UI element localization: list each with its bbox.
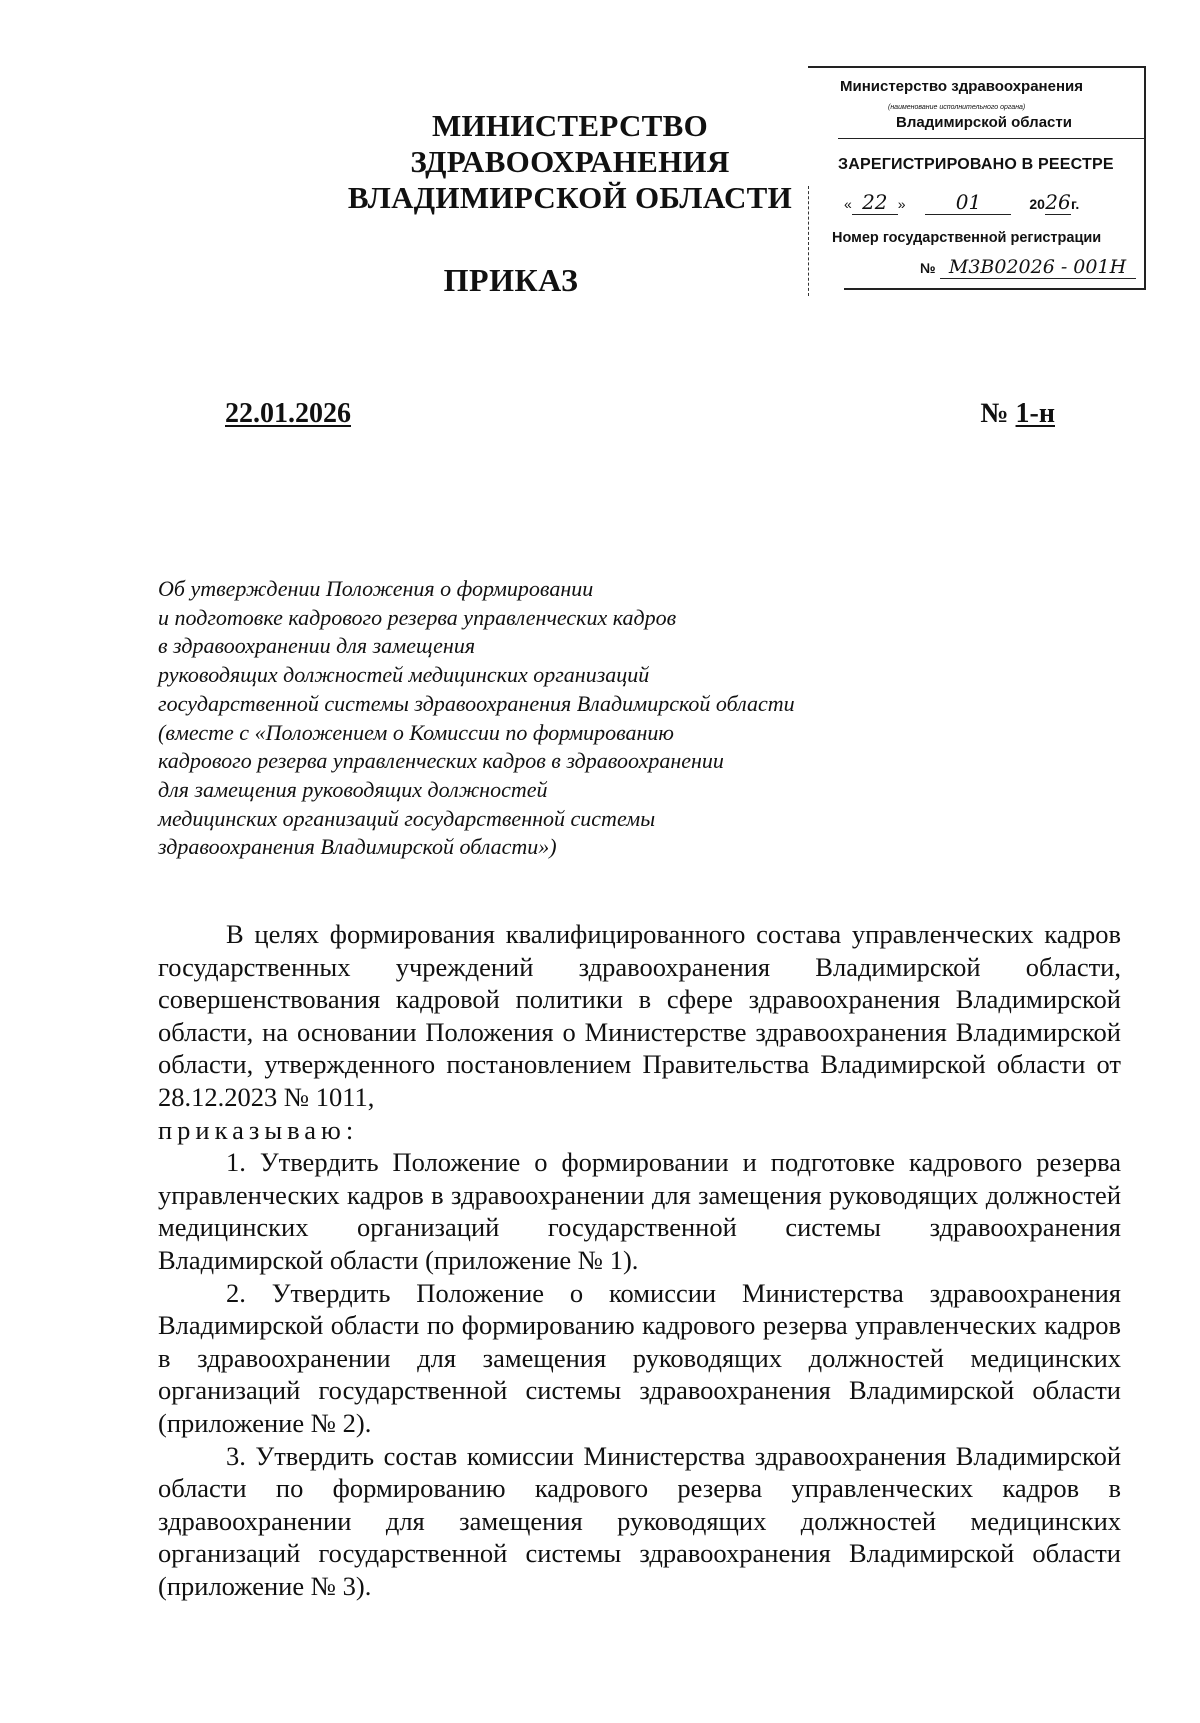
subject-line: (вместе с «Положением о Комиссии по формированию	[158, 719, 674, 745]
subject-line: в здравоохранении для замещения	[158, 633, 476, 659]
stamp-date-year-prefix: 20	[1029, 196, 1045, 212]
document-subject	[158, 575, 918, 862]
subject-line: руководящих должностей медицинских организаций	[158, 662, 650, 688]
order-item-2: 2. Утвердить Положение о комиссии Министерства здравоохранения Владимирской области по формированию кадрового резерва управленческих кадров в здравоохранении для замещения руководящих должностей медицинских организаций государственной системы здравоохранения Владимирской области (приложение № 2).	[158, 1277, 1121, 1438]
document-kind: ПРИКАЗ	[443, 262, 579, 298]
document-body	[158, 918, 1121, 1602]
subject-line: кадрового резерва управленческих кадров в здравоохранении	[158, 748, 724, 774]
document-header	[290, 108, 850, 299]
stamp-org-line1: Министерство здравоохранения	[840, 78, 1083, 95]
subject-line: Об утверждении Положения о формировании	[158, 576, 594, 601]
subject-line: медицинских организаций государственной системы	[158, 805, 656, 831]
stamp-date: « 22 » 01 2026г.	[844, 190, 1080, 214]
document-meta	[225, 398, 1055, 434]
subject-line: для замещения руководящих должностей	[158, 776, 548, 802]
subject-line: государственной системы здравоохранения Владимирской области	[158, 690, 795, 716]
stamp-border-bottom	[844, 288, 1146, 290]
stamp-date-month: 01	[925, 190, 1011, 215]
subject-line: и подготовке кадрового резерва управленческих кадров	[158, 604, 677, 630]
stamp-date-year-unit: г.	[1070, 196, 1080, 212]
stamp-date-year-suffix: 26	[1045, 190, 1071, 214]
order-item-3: 3. Утвердить состав комиссии Министерства здравоохранения Владимирской области по формированию кадрового резерва управленческих кадров в здравоохранении для замещения руководящих должностей медицинских организаций государственной системы здравоохранения Владимирской области (приложение № 3).	[158, 1440, 1121, 1601]
document-date: 22.01.2026	[225, 398, 351, 429]
ministry-title	[290, 108, 850, 216]
stamp-border-right	[1144, 66, 1146, 288]
ministry-title-line1: МИНИСТЕРСТВО ЗДРАВООХРАНЕНИЯ	[410, 108, 730, 179]
stamp-border-top	[808, 66, 1146, 68]
stamp-reg-number-label: Номер государственной регистрации	[832, 230, 1102, 246]
ministry-title-line2: ВЛАДИМИРСКОЙ ОБЛАСТИ	[347, 180, 793, 215]
document-number-value: 1-н	[1015, 398, 1055, 429]
stamp-reg-number	[920, 256, 1136, 279]
stamp-date-day: 22	[852, 190, 898, 215]
order-item-1: 1. Утвердить Положение о формировании и подготовке кадрового резерва управленческих кадров в здравоохранении для замещения руководящих должностей медицинских организаций государственной системы здравоохранения Владимирской области (приложение № 1).	[158, 1147, 1121, 1275]
preamble-paragraph: В целях формирования квалифицированного состава управленческих кадров государственных учреждений здравоохранения Владимирской области, совершенствования кадровой политики в сфере здравоохранения Владимирской области, на основании Положения о Министерстве здравоохранения Владимирской области, утвержденного постановлением Правительства Владимирской области от 28.12.2023 № 1011,	[158, 919, 1121, 1112]
document-number	[980, 398, 1055, 430]
document-number-prefix: №	[980, 398, 1009, 429]
stamp-reg-number-prefix: №	[920, 260, 936, 276]
stamp-org-caption: (наименование исполнительного органа)	[888, 104, 1026, 111]
order-word: приказываю:	[158, 1114, 359, 1145]
stamp-registered: ЗАРЕГИСТРИРОВАНО В РЕЕСТРЕ	[838, 156, 1114, 173]
registration-stamp	[808, 66, 1146, 290]
stamp-reg-number-value: М3В02026 - 001Н	[940, 256, 1136, 279]
stamp-org-line2: Владимирской области	[896, 114, 1072, 131]
subject-line: здравоохранения Владимирской области»)	[158, 834, 557, 860]
stamp-left-edge	[808, 186, 809, 296]
stamp-divider	[838, 138, 1146, 139]
